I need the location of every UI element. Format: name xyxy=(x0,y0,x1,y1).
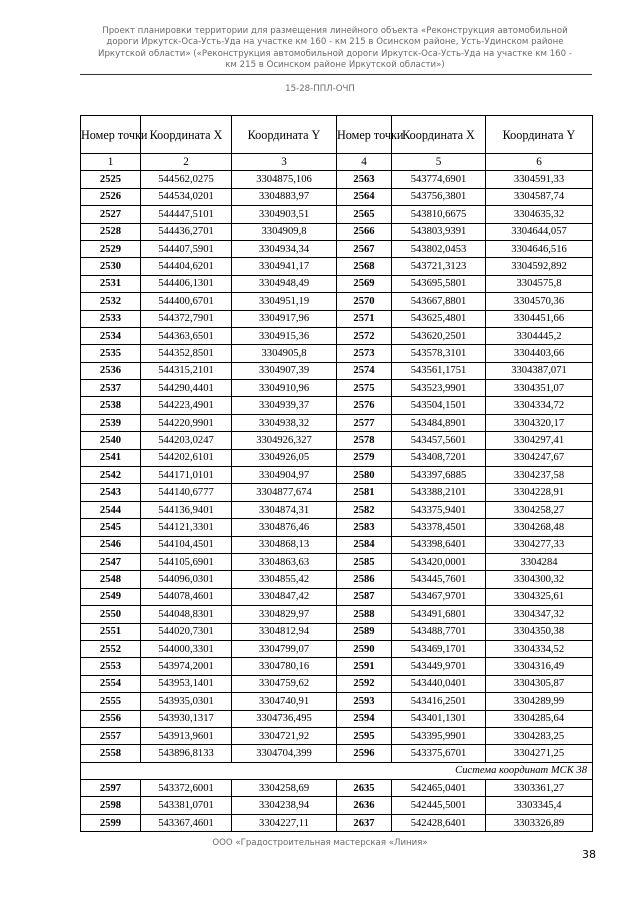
table-row xyxy=(81,797,593,814)
coordinate-cell: 3304451,66 xyxy=(486,310,593,327)
point-number-cell: 2529 xyxy=(81,240,141,257)
coordinate-cell: 3304941,17 xyxy=(232,258,337,275)
coordinate-cell: 3304939,37 xyxy=(232,397,337,414)
coordinate-cell: 3304926,327 xyxy=(232,432,337,449)
coordinate-cell: 3304350,38 xyxy=(486,623,593,640)
table-row xyxy=(81,240,593,257)
coordinate-cell: 3304863,63 xyxy=(232,553,337,570)
coordinate-cell: 3304855,42 xyxy=(232,571,337,588)
point-number-cell: 2571 xyxy=(337,310,392,327)
coordinate-cell: 544136,9401 xyxy=(141,501,232,518)
coordinate-cell: 543381,0701 xyxy=(141,797,232,814)
table-row xyxy=(81,275,593,292)
point-number-cell: 2637 xyxy=(337,814,392,831)
coordinate-cell: 3304347,32 xyxy=(486,606,593,623)
column-number: 3 xyxy=(232,154,337,171)
column-header: Координата X xyxy=(392,116,486,154)
coordinate-cell: 543445,7601 xyxy=(392,571,486,588)
point-number-cell: 2573 xyxy=(337,345,392,362)
header-line: Иркутской области» («Реконструкция автомобильной дороги Иркутск-Оса-Усть-Уда на участке км 160 - xyxy=(98,48,572,59)
table-body-2 xyxy=(81,780,593,832)
system-section xyxy=(81,762,593,779)
coordinate-cell: 3304934,34 xyxy=(232,240,337,257)
point-number-cell: 2540 xyxy=(81,432,141,449)
coordinate-cell: 3304951,19 xyxy=(232,293,337,310)
coordinate-cell: 543397,6885 xyxy=(392,467,486,484)
point-number-cell: 2558 xyxy=(81,745,141,762)
table-row xyxy=(81,658,593,675)
coordinate-cell: 544203,0247 xyxy=(141,432,232,449)
point-number-cell: 2546 xyxy=(81,536,141,553)
point-number-cell: 2541 xyxy=(81,449,141,466)
point-number-cell: 2555 xyxy=(81,693,141,710)
coordinate-cell: 3304874,31 xyxy=(232,501,337,518)
coordinate-cell: 544407,5901 xyxy=(141,240,232,257)
coordinate-cell: 3304903,51 xyxy=(232,206,337,223)
coordinate-cell: 544096,0301 xyxy=(141,571,232,588)
coordinate-cell: 3304948,49 xyxy=(232,275,337,292)
coordinate-cell: 3304917,96 xyxy=(232,310,337,327)
coordinate-cell: 544220,9901 xyxy=(141,414,232,431)
coordinate-cell: 544104,4501 xyxy=(141,536,232,553)
point-number-cell: 2568 xyxy=(337,258,392,275)
coordinate-cell: 543721,3123 xyxy=(392,258,486,275)
coordinate-cell: 543375,6701 xyxy=(392,745,486,762)
point-number-cell: 2553 xyxy=(81,658,141,675)
table-row xyxy=(81,223,593,240)
coordinate-cell: 543449,9701 xyxy=(392,658,486,675)
column-number-row xyxy=(81,154,593,171)
coordinate-cell: 544363,6501 xyxy=(141,327,232,344)
point-number-cell: 2564 xyxy=(337,188,392,205)
coordinate-cell: 3304646,516 xyxy=(486,240,593,257)
point-number-cell: 2552 xyxy=(81,640,141,657)
column-number: 5 xyxy=(392,154,486,171)
coordinate-cell: 544315,2101 xyxy=(141,362,232,379)
coordinate-cell: 542428,6401 xyxy=(392,814,486,831)
point-number-cell: 2575 xyxy=(337,380,392,397)
coordinate-cell: 544202,6101 xyxy=(141,449,232,466)
point-number-cell: 2526 xyxy=(81,188,141,205)
coordinate-cell: 3304334,52 xyxy=(486,640,593,657)
coordinate-cell: 543625,4801 xyxy=(392,310,486,327)
coordinate-cell: 544290,4401 xyxy=(141,380,232,397)
point-number-cell: 2537 xyxy=(81,380,141,397)
coordinate-cell: 543802,0453 xyxy=(392,240,486,257)
coordinate-cell: 3304316,49 xyxy=(486,658,593,675)
point-number-cell: 2585 xyxy=(337,553,392,570)
coordinate-cell: 3303361,27 xyxy=(486,780,593,797)
point-number-cell: 2534 xyxy=(81,327,141,344)
coordinate-system-label: Система координат МСК 38 xyxy=(81,762,593,779)
coordinate-cell: 543695,5801 xyxy=(392,275,486,292)
table-row xyxy=(81,623,593,640)
point-number-cell: 2635 xyxy=(337,780,392,797)
table-row xyxy=(81,501,593,518)
coordinate-cell: 543774,6901 xyxy=(392,171,486,188)
coordinate-cell: 543367,4601 xyxy=(141,814,232,831)
table-row xyxy=(81,814,593,831)
coordinate-cell: 543504,1501 xyxy=(392,397,486,414)
coordinate-cell: 542465,0401 xyxy=(392,780,486,797)
column-header: Координата Y xyxy=(486,116,593,154)
coordinate-cell: 3304868,13 xyxy=(232,536,337,553)
point-number-cell: 2590 xyxy=(337,640,392,657)
table-row xyxy=(81,362,593,379)
point-number-cell: 2593 xyxy=(337,693,392,710)
coordinate-cell: 3304740,91 xyxy=(232,693,337,710)
table-row xyxy=(81,414,593,431)
coordinate-cell: 3304587,74 xyxy=(486,188,593,205)
coordinate-cell: 3304780,16 xyxy=(232,658,337,675)
coordinate-cell: 544078,4601 xyxy=(141,588,232,605)
coordinate-cell: 3304277,33 xyxy=(486,536,593,553)
coordinate-cell: 543484,8901 xyxy=(392,414,486,431)
point-number-cell: 2547 xyxy=(81,553,141,570)
coordinate-cell: 3304305,87 xyxy=(486,675,593,692)
point-number-cell: 2533 xyxy=(81,310,141,327)
coordinate-cell: 3304907,39 xyxy=(232,362,337,379)
coordinate-cell: 3304300,32 xyxy=(486,571,593,588)
coordinate-cell: 543416,2501 xyxy=(392,693,486,710)
point-number-cell: 2528 xyxy=(81,223,141,240)
point-number-cell: 2596 xyxy=(337,745,392,762)
table-row xyxy=(81,380,593,397)
coordinate-cell: 543578,3101 xyxy=(392,345,486,362)
coordinate-cell: 543974,2001 xyxy=(141,658,232,675)
coordinate-cell: 3304325,61 xyxy=(486,588,593,605)
coordinate-cell: 544000,3301 xyxy=(141,640,232,657)
coordinate-cell: 544400,6701 xyxy=(141,293,232,310)
coordinate-cell: 3304847,42 xyxy=(232,588,337,605)
point-number-cell: 2532 xyxy=(81,293,141,310)
coordinate-cell: 543395,9901 xyxy=(392,727,486,744)
coordinate-cell: 543953,1401 xyxy=(141,675,232,692)
point-number-cell: 2581 xyxy=(337,484,392,501)
coordinate-cell: 543491,6801 xyxy=(392,606,486,623)
table-row xyxy=(81,710,593,727)
point-number-cell: 2594 xyxy=(337,710,392,727)
point-number-cell: 2536 xyxy=(81,362,141,379)
coordinate-cell: 3304829,97 xyxy=(232,606,337,623)
coordinate-cell: 3304258,69 xyxy=(232,780,337,797)
point-number-cell: 2582 xyxy=(337,501,392,518)
point-number-cell: 2598 xyxy=(81,797,141,814)
coordinate-cell: 544562,0275 xyxy=(141,171,232,188)
point-number-cell: 2566 xyxy=(337,223,392,240)
table-row xyxy=(81,258,593,275)
point-number-cell: 2579 xyxy=(337,449,392,466)
coordinate-cell: 543401,1301 xyxy=(392,710,486,727)
coordinate-cell: 543408,7201 xyxy=(392,449,486,466)
coordinate-cell: 3304283,25 xyxy=(486,727,593,744)
coordinate-cell: 3304284 xyxy=(486,553,593,570)
coordinate-cell: 543420,0001 xyxy=(392,553,486,570)
document-code: 15-28-ППЛ-ОЧП xyxy=(285,84,355,94)
coordinate-cell: 542445,5001 xyxy=(392,797,486,814)
coordinate-cell: 3304736,495 xyxy=(232,710,337,727)
coordinate-cell: 3304403,66 xyxy=(486,345,593,362)
table-row xyxy=(81,432,593,449)
point-number-cell: 2576 xyxy=(337,397,392,414)
point-number-cell: 2556 xyxy=(81,710,141,727)
table-row xyxy=(81,727,593,744)
point-number-cell: 2538 xyxy=(81,397,141,414)
coordinate-cell: 543388,2101 xyxy=(392,484,486,501)
point-number-cell: 2588 xyxy=(337,606,392,623)
coordinate-cell: 3304247,67 xyxy=(486,449,593,466)
system-row xyxy=(81,762,593,779)
coordinate-cell: 3304938,32 xyxy=(232,414,337,431)
point-number-cell: 2543 xyxy=(81,484,141,501)
point-number-cell: 2597 xyxy=(81,780,141,797)
coordinate-cell: 3304228,91 xyxy=(486,484,593,501)
header-line: км 215 в Осинском районе Иркутской области») xyxy=(225,59,445,70)
coordinate-cell: 544372,7901 xyxy=(141,310,232,327)
point-number-cell: 2636 xyxy=(337,797,392,814)
coordinate-cell: 3304644,057 xyxy=(486,223,593,240)
point-number-cell: 2580 xyxy=(337,467,392,484)
coordinate-cell: 3304271,25 xyxy=(486,745,593,762)
point-number-cell: 2535 xyxy=(81,345,141,362)
point-number-cell: 2531 xyxy=(81,275,141,292)
coordinate-cell: 543372,6001 xyxy=(141,780,232,797)
coordinate-cell: 3304915,36 xyxy=(232,327,337,344)
coordinate-cell: 544406,1301 xyxy=(141,275,232,292)
point-number-cell: 2545 xyxy=(81,519,141,536)
table-row xyxy=(81,449,593,466)
table-row xyxy=(81,310,593,327)
coordinate-cell: 544352,8501 xyxy=(141,345,232,362)
table-row xyxy=(81,640,593,657)
point-number-cell: 2527 xyxy=(81,206,141,223)
coordinate-cell: 543803,9391 xyxy=(392,223,486,240)
coordinate-cell: 544121,3301 xyxy=(141,519,232,536)
table-row xyxy=(81,171,593,188)
coordinate-cell: 543469,1701 xyxy=(392,640,486,657)
column-number: 2 xyxy=(141,154,232,171)
coordinate-cell: 3304237,58 xyxy=(486,467,593,484)
coordinate-cell: 3304592,892 xyxy=(486,258,593,275)
point-number-cell: 2549 xyxy=(81,588,141,605)
table-row xyxy=(81,606,593,623)
coordinate-cell: 543440,0401 xyxy=(392,675,486,692)
coordinate-cell: 544171,0101 xyxy=(141,467,232,484)
column-number: 1 xyxy=(81,154,141,171)
column-number: 6 xyxy=(486,154,593,171)
coordinate-cell: 3304387,071 xyxy=(486,362,593,379)
table-row xyxy=(81,780,593,797)
page-number: 38 xyxy=(582,848,596,861)
point-number-cell: 2578 xyxy=(337,432,392,449)
point-number-cell: 2583 xyxy=(337,519,392,536)
coordinate-cell: 544534,0201 xyxy=(141,188,232,205)
coordinate-cell: 3304910,96 xyxy=(232,380,337,397)
table-row xyxy=(81,693,593,710)
table-row xyxy=(81,675,593,692)
coordinate-cell: 543561,1751 xyxy=(392,362,486,379)
point-number-cell: 2539 xyxy=(81,414,141,431)
table-row xyxy=(81,188,593,205)
coordinate-cell: 3304289,99 xyxy=(486,693,593,710)
coordinate-cell: 3304877,674 xyxy=(232,484,337,501)
coordinate-cell: 3304812,94 xyxy=(232,623,337,640)
coordinate-cell: 3304905,8 xyxy=(232,345,337,362)
coordinate-cell: 544223,4901 xyxy=(141,397,232,414)
table-body xyxy=(81,171,593,762)
coordinate-cell: 543620,2501 xyxy=(392,327,486,344)
point-number-cell: 2565 xyxy=(337,206,392,223)
coordinate-cell: 3304635,32 xyxy=(486,206,593,223)
coordinate-cell: 544105,6901 xyxy=(141,553,232,570)
column-header: Координата Y xyxy=(232,116,337,154)
coordinate-cell: 543488,7701 xyxy=(392,623,486,640)
coordinate-cell: 543935,0301 xyxy=(141,693,232,710)
table-header-row xyxy=(81,116,593,154)
coordinate-cell: 544404,6201 xyxy=(141,258,232,275)
coordinate-cell: 3303326,89 xyxy=(486,814,593,831)
coordinate-cell: 3304445,2 xyxy=(486,327,593,344)
coordinate-cell: 3304904,97 xyxy=(232,467,337,484)
coordinate-cell: 544140,6777 xyxy=(141,484,232,501)
coordinate-cell: 3304721,92 xyxy=(232,727,337,744)
coordinate-cell: 544436,2701 xyxy=(141,223,232,240)
coordinate-cell: 543457,5601 xyxy=(392,432,486,449)
coordinate-cell: 3304570,36 xyxy=(486,293,593,310)
footer-company: ООО «Градостроительная мастерская «Линия» xyxy=(212,838,428,848)
column-header: Координата X xyxy=(141,116,232,154)
column-header: Номер точки xyxy=(81,116,141,154)
coordinate-cell: 3304575,8 xyxy=(486,275,593,292)
coordinate-cell: 3304285,64 xyxy=(486,710,593,727)
coordinate-cell: 543913,9601 xyxy=(141,727,232,744)
coordinate-cell: 3304876,46 xyxy=(232,519,337,536)
table-row xyxy=(81,345,593,362)
point-number-cell: 2572 xyxy=(337,327,392,344)
point-number-cell: 2525 xyxy=(81,171,141,188)
table-row xyxy=(81,571,593,588)
table-row xyxy=(81,745,593,762)
coordinate-cell: 3304258,27 xyxy=(486,501,593,518)
point-number-cell: 2567 xyxy=(337,240,392,257)
point-number-cell: 2530 xyxy=(81,258,141,275)
coordinates-table xyxy=(80,115,593,832)
point-number-cell: 2574 xyxy=(337,362,392,379)
coordinate-cell: 3303345,4 xyxy=(486,797,593,814)
table-row xyxy=(81,519,593,536)
point-number-cell: 2599 xyxy=(81,814,141,831)
coordinate-cell: 543375,9401 xyxy=(392,501,486,518)
table-row xyxy=(81,484,593,501)
coordinate-cell: 3304704,399 xyxy=(232,745,337,762)
header-line: дороги Иркутск-Оса-Усть-Уда на участке км 160 - км 215 в Осинском районе, Усть-Удинском районе xyxy=(106,37,564,48)
coordinate-cell: 3304227,11 xyxy=(232,814,337,831)
table-row xyxy=(81,293,593,310)
point-number-cell: 2557 xyxy=(81,727,141,744)
coordinate-cell: 3304909,8 xyxy=(232,223,337,240)
point-number-cell: 2548 xyxy=(81,571,141,588)
coordinate-cell: 543467,9701 xyxy=(392,588,486,605)
coordinate-cell: 3304320,17 xyxy=(486,414,593,431)
coordinate-cell: 543756,3801 xyxy=(392,188,486,205)
point-number-cell: 2544 xyxy=(81,501,141,518)
point-number-cell: 2584 xyxy=(337,536,392,553)
coordinate-cell: 543810,6675 xyxy=(392,206,486,223)
coordinate-cell: 3304926,05 xyxy=(232,449,337,466)
coordinate-cell: 544048,8301 xyxy=(141,606,232,623)
coordinate-cell: 3304268,48 xyxy=(486,519,593,536)
point-number-cell: 2577 xyxy=(337,414,392,431)
coordinate-cell: 543930,1317 xyxy=(141,710,232,727)
coordinate-cell: 544020,7301 xyxy=(141,623,232,640)
coordinate-cell: 543398,6401 xyxy=(392,536,486,553)
coordinate-cell: 543896,8133 xyxy=(141,745,232,762)
point-number-cell: 2570 xyxy=(337,293,392,310)
point-number-cell: 2587 xyxy=(337,588,392,605)
point-number-cell: 2569 xyxy=(337,275,392,292)
document-header xyxy=(80,26,590,71)
coordinate-cell: 3304297,41 xyxy=(486,432,593,449)
coordinate-cell: 543378,4501 xyxy=(392,519,486,536)
table-row xyxy=(81,536,593,553)
coordinate-cell: 3304799,07 xyxy=(232,640,337,657)
coordinate-cell: 3304334,72 xyxy=(486,397,593,414)
table-row xyxy=(81,397,593,414)
point-number-cell: 2595 xyxy=(337,727,392,744)
coordinate-cell: 3304875,106 xyxy=(232,171,337,188)
column-number: 4 xyxy=(337,154,392,171)
point-number-cell: 2563 xyxy=(337,171,392,188)
point-number-cell: 2586 xyxy=(337,571,392,588)
point-number-cell: 2550 xyxy=(81,606,141,623)
point-number-cell: 2554 xyxy=(81,675,141,692)
table-row xyxy=(81,553,593,570)
coordinate-cell: 3304883,97 xyxy=(232,188,337,205)
coordinate-cell: 3304591,33 xyxy=(486,171,593,188)
table-row xyxy=(81,588,593,605)
table-row xyxy=(81,327,593,344)
column-header: Номер точки xyxy=(337,116,392,154)
table-row xyxy=(81,467,593,484)
table-row xyxy=(81,206,593,223)
coordinate-cell: 543667,8801 xyxy=(392,293,486,310)
point-number-cell: 2589 xyxy=(337,623,392,640)
point-number-cell: 2591 xyxy=(337,658,392,675)
point-number-cell: 2542 xyxy=(81,467,141,484)
point-number-cell: 2551 xyxy=(81,623,141,640)
header-divider xyxy=(80,74,592,75)
coordinate-cell: 544447,5101 xyxy=(141,206,232,223)
header-line: Проект планировки территории для размещения линейного объекта «Реконструкция автомобильной xyxy=(102,26,568,36)
coordinate-cell: 3304351,07 xyxy=(486,380,593,397)
coordinate-cell: 3304759,62 xyxy=(232,675,337,692)
coordinate-cell: 543523,9901 xyxy=(392,380,486,397)
point-number-cell: 2592 xyxy=(337,675,392,692)
coordinate-cell: 3304238,94 xyxy=(232,797,337,814)
